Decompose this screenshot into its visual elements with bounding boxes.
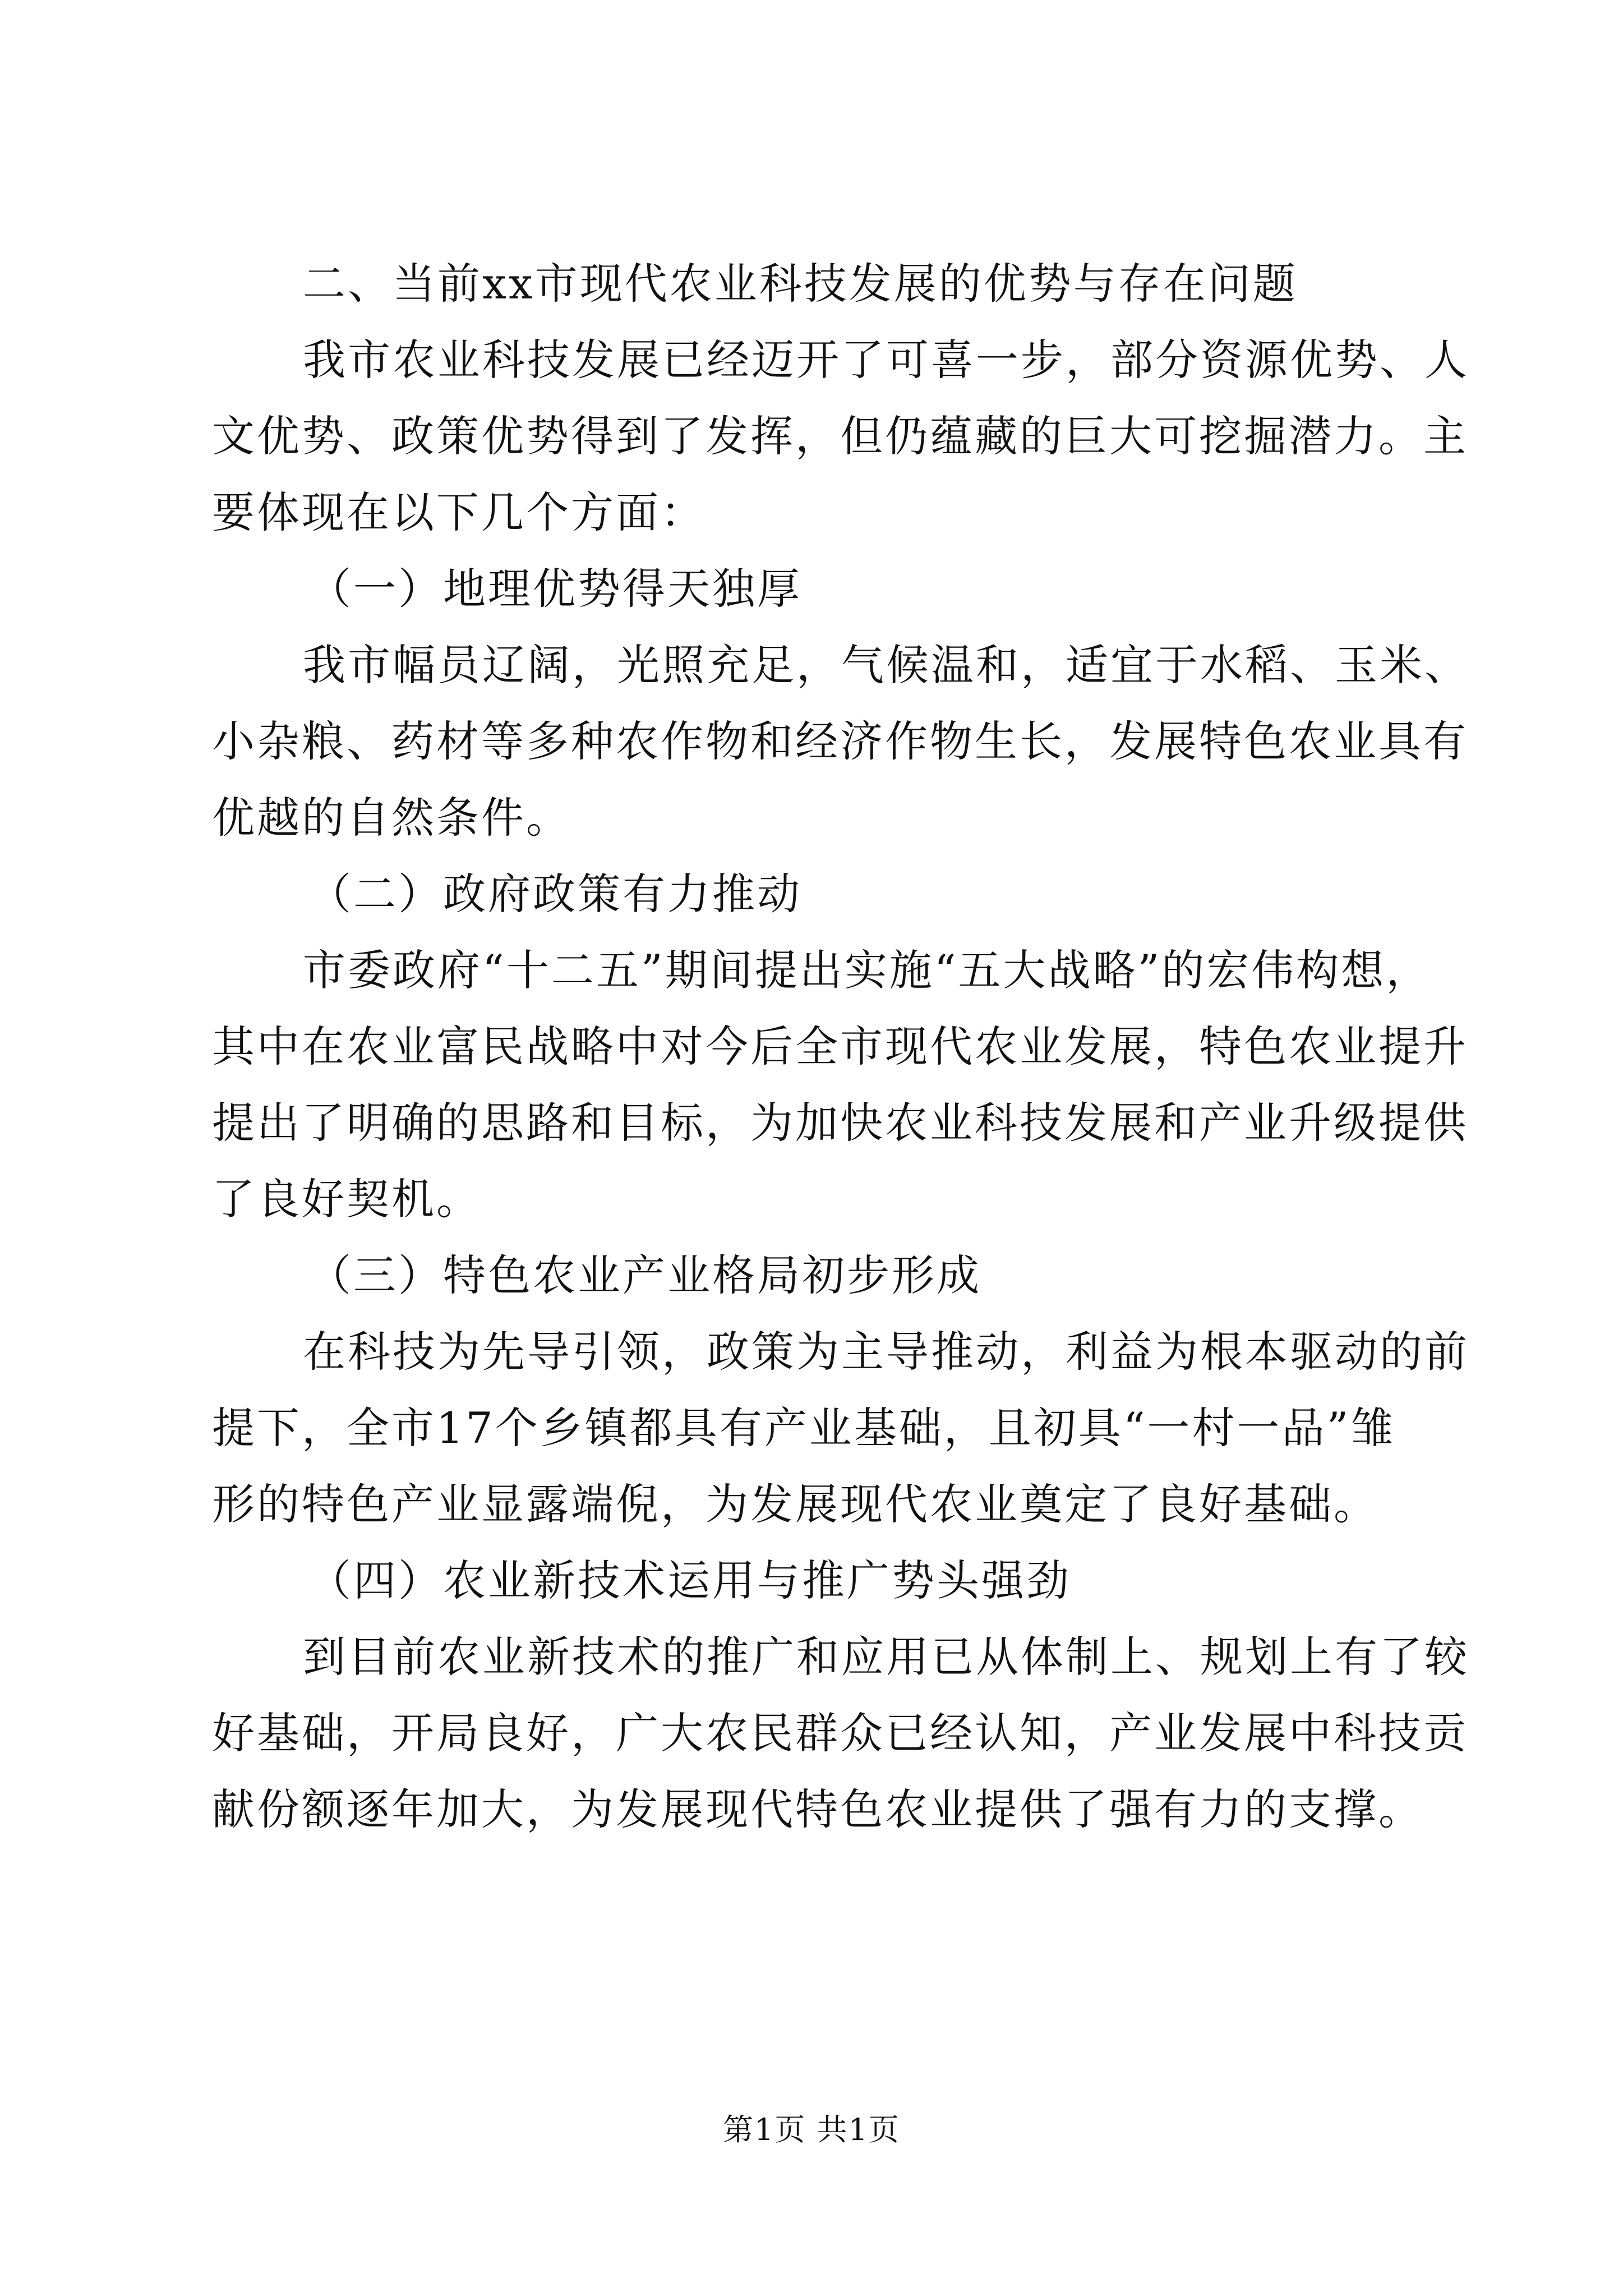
subsection-heading: （二）政府政策有力推动 — [308, 869, 802, 919]
page-footer: 第1页 共1页 — [723, 2112, 900, 2147]
paragraph-line: 在科技为先导引领，政策为主导推动，利益为根本驱动的前 — [303, 1327, 1469, 1377]
paragraph-line: 文优势、政策优势得到了发挥，但仍蕴藏的巨大可挖掘潜力。主 — [212, 411, 1468, 461]
paragraph-line: 市委政府“十二五”期间提出实施“五大战略”的宏伟构想， — [303, 945, 1431, 995]
section-title: 二、当前xx市现代农业科技发展的优势与存在问题 — [303, 259, 1298, 309]
subsection-heading: （四）农业新技术运用与推广势头强劲 — [308, 1556, 1071, 1605]
paragraph-line: 献份额逐年加大，为发展现代特色农业提供了强有力的支撑。 — [212, 1784, 1423, 1834]
paragraph-line: 提出了明确的思路和目标，为加快农业科技发展和产业升级提供 — [212, 1098, 1468, 1148]
paragraph-line: 我市农业科技发展已经迈开了可喜一步，部分资源优势、人 — [303, 335, 1469, 385]
paragraph-line: 要体现在以下几个方面： — [212, 487, 706, 537]
section-industry — [212, 1237, 1469, 1543]
intro-paragraph — [212, 322, 1469, 551]
paragraph-line: 其中在农业富民战略中对今后全市现代农业发展，特色农业提升 — [212, 1022, 1468, 1071]
paragraph-line: 小杂粮、药材等多种农作物和经济作物生长，发展特色农业具有 — [212, 716, 1468, 766]
paragraph-line: 到目前农业新技术的推广和应用已从体制上、规划上有了较 — [303, 1632, 1469, 1682]
section-geography — [212, 551, 1469, 856]
paragraph-line: 提下，全市17个乡镇都具有产业基础，且初具“一村一品”雏 — [212, 1403, 1396, 1453]
subsection-heading: （一）地理优势得天独厚 — [308, 564, 802, 614]
document-body — [212, 246, 1469, 1848]
paragraph-line: 了良好契机。 — [212, 1174, 481, 1224]
subsection-heading: （三）特色农业产业格局初步形成 — [308, 1250, 981, 1300]
paragraph-line: 优越的自然条件。 — [212, 793, 571, 843]
paragraph-line: 我市幅员辽阔，光照充足，气候温和，适宜于水稻、玉米、 — [303, 640, 1469, 690]
paragraph-line: 形的特色产业显露端倪，为发展现代农业奠定了良好基础。 — [212, 1479, 1378, 1529]
section-policy — [212, 856, 1468, 1237]
paragraph-line: 好基础，开局良好，广大农民群众已经认知，产业发展中科技贡 — [212, 1708, 1468, 1758]
section-technology — [212, 1543, 1469, 1848]
